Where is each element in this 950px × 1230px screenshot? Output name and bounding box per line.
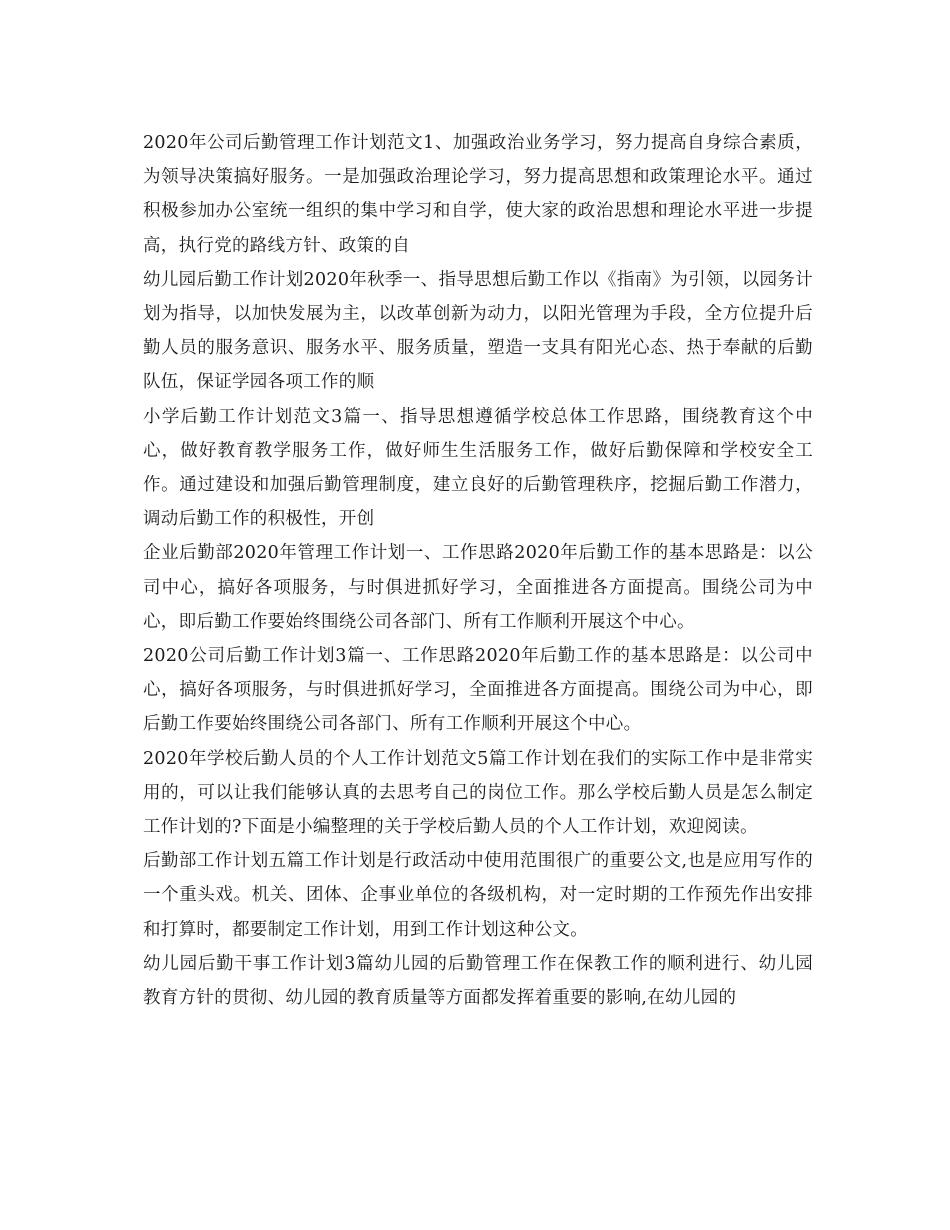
- paragraph-1: 2020年公司后勤管理工作计划范文1、加强政治业务学习，努力提高自身综合素质，为领导决策搞好服务。一是加强政治理论学习，努力提高思想和政策理论水平。通过积极参加办公室统一组织的集中学习和自学，使大家的政治思想和理论水平进一步提高，执行党的路线方针、政策的自: [143, 133, 813, 256]
- paragraph-2: 幼儿园后勤工作计划2020年秋季一、指导思想后勤工作以《指南》为引领，以园务计划为指导，以加快发展为主，以改革创新为动力，以阳光管理为手段，全方位提升后勤人员的服务意识、服务水平、服务质量，塑造一支具有阳光心态、热于奉献的后勤队伍，保证学园各项工作的顺: [143, 269, 813, 393]
- paragraph-3: 小学后勤工作计划范文3篇一、指导思想遵循学校总体工作思路，围绕教育这个中心，做好教育教学服务工作，做好师生生活服务工作，做好后勤保障和学校安全工作。通过建设和加强后勤管理制度，建立良好的后勤管理秩序，挖掘后勤工作潜力，调动后勤工作的积极性，开创: [143, 406, 813, 530]
- paragraph-7: 后勤部工作计划五篇工作计划是行政活动中使用范围很广的重要公文,也是应用写作的一个重头戏。机关、团体、企事业单位的各级机构，对一定时期的工作预先作出安排和打算时，都要制定工作计划，用到工作计划这种公文。: [143, 851, 813, 940]
- paragraph-8: 幼儿园后勤干事工作计划3篇幼儿园的后勤管理工作在保教工作的顺利进行、幼儿园教育方针的贯彻、幼儿园的教育质量等方面都发挥着重要的影响,在幼儿园的: [143, 953, 813, 1009]
- paragraph-4: 企业后勤部2020年管理工作计划一、工作思路2020年后勤工作的基本思路是：以公司中心，搞好各项服务，与时俱进抓好学习，全面推进各方面提高。围绕公司为中心，即后勤工作要始终围绕公司各部门、所有工作顺利开展这个中心。: [143, 543, 813, 632]
- paragraph-6: 2020年学校后勤人员的个人工作计划范文5篇工作计划在我们的实际工作中是非常实用的，可以让我们能够认真的去思考自己的岗位工作。那么学校后勤人员是怎么制定工作计划的?下面是小编整理的关于学校后勤人员的个人工作计划，欢迎阅读。: [143, 748, 813, 838]
- document-body: [143, 126, 813, 1015]
- paragraph-5: 2020公司后勤工作计划3篇一、工作思路2020年后勤工作的基本思路是：以公司中心，搞好各项服务，与时俱进抓好学习，全面推进各方面提高。围绕公司为中心，即后勤工作要始终围绕公司各部门、所有工作顺利开展这个中心。: [143, 646, 813, 735]
